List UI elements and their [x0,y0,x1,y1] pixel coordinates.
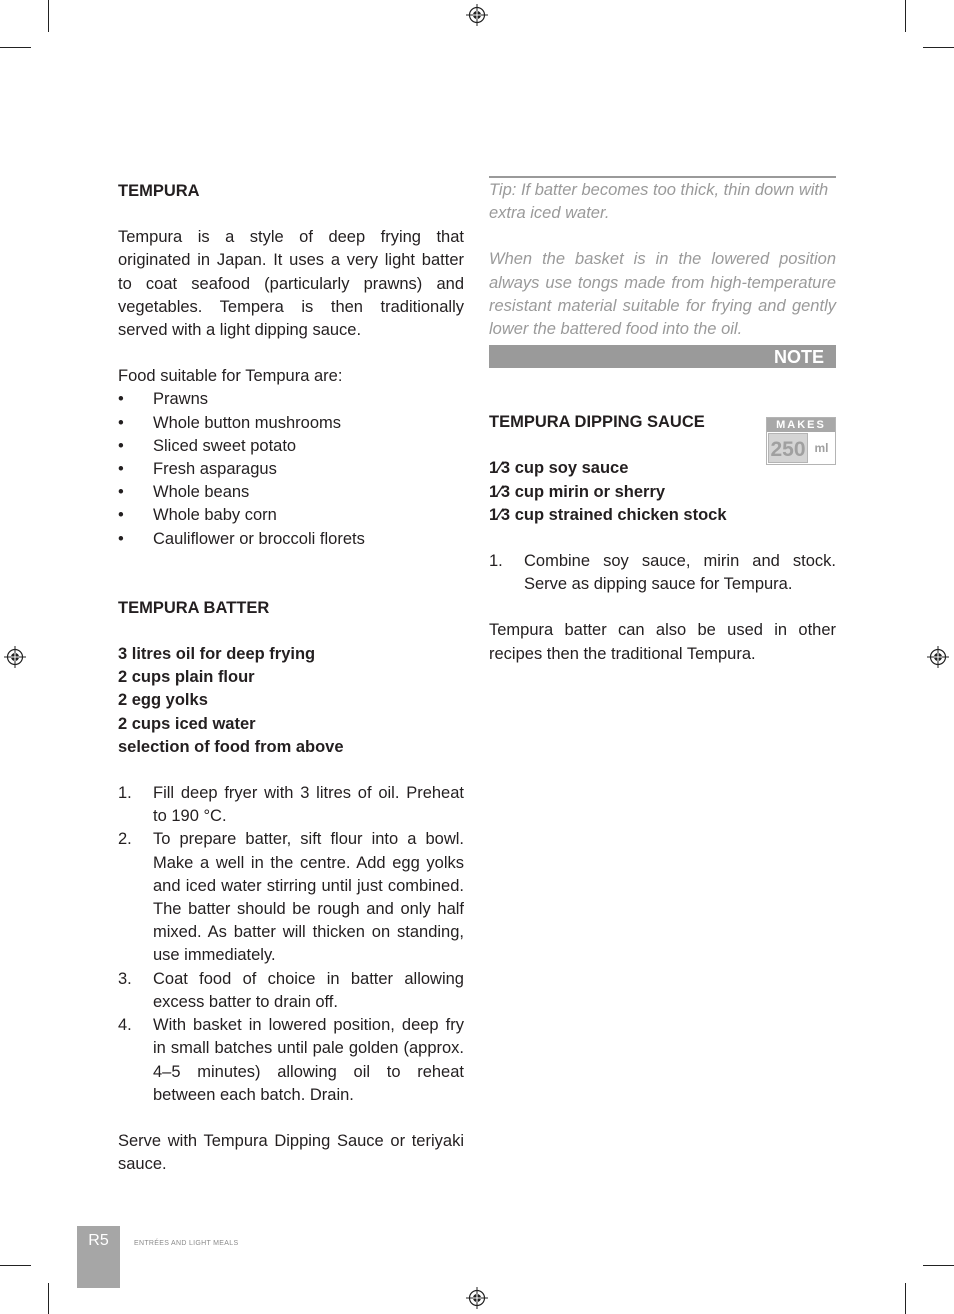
method-step: 2. To prepare batter, sift flour into a bowl. Make a well in the centre. Add egg yolks and iced water stirring until just combined. The batter should be rough and only half mixed. As batter will thicken on standing, use immediately. [118,830,464,965]
sauce-steps [489,550,836,596]
section-label: ENTRÉES AND LIGHT MEALS [134,1240,239,1247]
foods-list [118,388,464,550]
ingredient: 1⁄3 cup soy sauce [489,459,629,478]
ingredient: 1⁄3 cup mirin or sherry [489,482,666,501]
note-label: NOTE [489,345,836,368]
crop-mark [905,1283,906,1314]
page-number: R5 [77,1226,120,1288]
registration-mark-icon [466,1287,488,1309]
sauce-title: TEMPURA DIPPING SAUCE [489,413,705,432]
ingredient: 2 cups iced water [118,714,256,733]
method-step: 4. With basket in lowered position, deep fry in small batches until pale golden (approx. 4–5 minutes) allowing oil to reheat between each batch. Drain. [118,1016,464,1104]
ingredient: 1⁄3 cup strained chicken stock [489,505,727,524]
crop-mark [905,0,906,32]
recipe-title: TEMPURA [118,182,200,200]
list-item: • Prawns [118,388,464,411]
tip-rule [489,176,836,178]
ingredient: 2 cups plain flour [118,668,255,687]
closing-paragraph: Tempura batter can also be used in other recipes then the traditional Tempura. [489,621,836,663]
list-item: • Whole beans [118,481,464,504]
tip-text: When the basket is in the lowered position always use tongs made from high-temperature resistant material suitable for frying and gently lower the battered food into the oil. [489,250,836,339]
tip-box [489,176,836,368]
crop-mark [923,47,954,48]
list-item: • Cauliflower or broccoli florets [118,528,464,551]
makes-badge [766,417,836,465]
bullet-icon: • [118,390,124,409]
method-step: 3. Coat food of choice in batter allowing excess batter to drain off. [118,969,464,1011]
method-step: 1. Combine soy sauce, mirin and stock. Serve as dipping sauce for Tempura. [489,552,836,594]
batter-title: TEMPURA BATTER [118,598,270,617]
list-item: • Whole baby corn [118,504,464,527]
crop-mark [48,0,49,32]
registration-mark-icon [4,646,26,668]
ingredient: selection of food from above [118,737,344,756]
makes-label: MAKES [767,418,835,432]
ingredients-list [118,643,464,759]
left-column [118,180,464,1176]
bullet-icon: • [118,436,124,455]
list-item: • Fresh asparagus [118,458,464,481]
sauce-ingredients [489,457,836,527]
serve-paragraph: Serve with Tempura Dipping Sauce or teriyaki sauce. [118,1131,464,1174]
crop-mark [923,1265,954,1266]
method-steps [118,782,464,1107]
ingredient: 2 egg yolks [118,691,208,710]
bullet-icon: • [118,529,124,548]
intro-paragraph: Tempura is a style of deep frying that originated in Japan. It uses a very light batter to coat seafood (particularly prawns) and vegetables. Tempera is then traditionally served with a light dipping sauce. [118,228,464,340]
registration-mark-icon [466,4,488,26]
registration-mark-icon [927,646,949,668]
makes-value: 250 [768,433,808,463]
makes-unit: ml [814,441,829,455]
tip-text: Tip: If batter becomes too thick, thin down with extra iced water. [489,181,829,223]
method-step: 1. Fill deep fryer with 3 litres of oil. Preheat to 190 °C. [118,784,464,826]
crop-mark [48,1283,49,1314]
bullet-icon: • [118,483,124,502]
crop-mark [0,47,31,48]
ingredient: 3 litres oil for deep frying [118,645,316,664]
bullet-icon: • [118,460,124,479]
bullet-icon: • [118,506,124,525]
crop-mark [0,1265,31,1266]
list-item: • Whole button mushrooms [118,412,464,435]
foods-heading: Food suitable for Tempura are: [118,367,343,386]
bullet-icon: • [118,413,124,432]
list-item: • Sliced sweet potato [118,435,464,458]
